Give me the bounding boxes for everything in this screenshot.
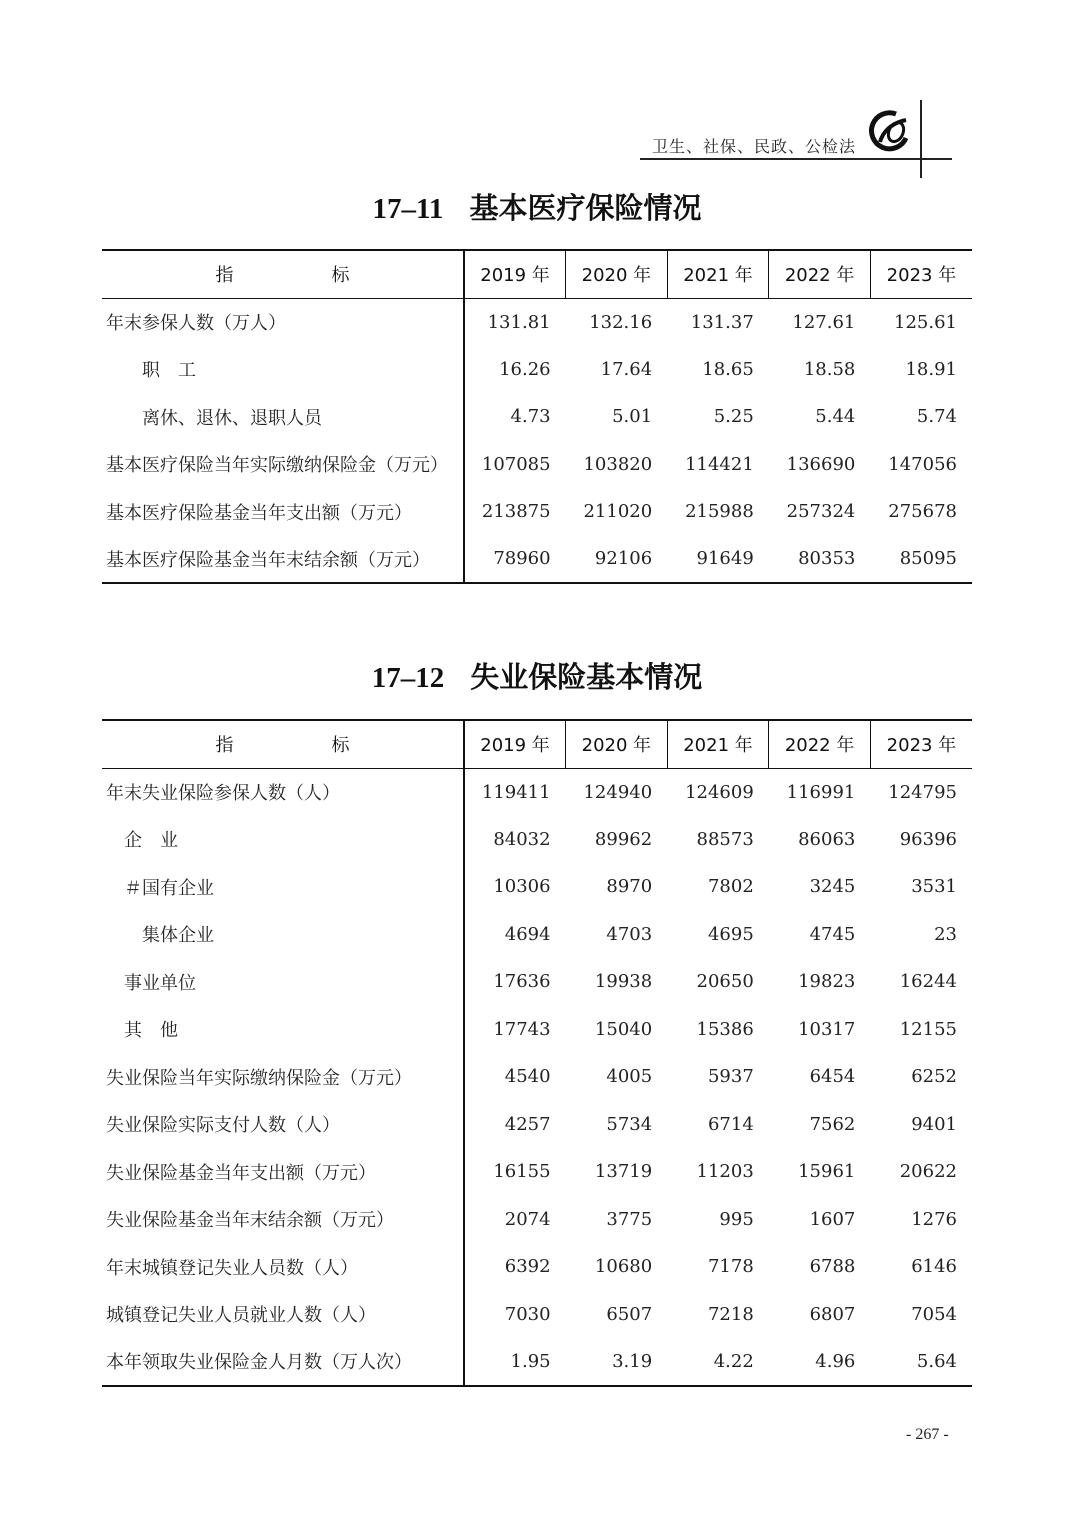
cell-value: 124940: [583, 781, 653, 803]
cell-value: 5734: [606, 1113, 653, 1135]
cell-value: 215988: [685, 501, 754, 523]
table-row: [102, 488, 972, 536]
cell-value: 7802: [707, 876, 754, 898]
cell-value: 5.25: [713, 406, 754, 428]
cell-value: 19938: [594, 971, 653, 993]
cell-value: 85095: [870, 536, 972, 584]
row-label: 失业保险基金当年支出额（万元）: [106, 1162, 376, 1184]
table2-title: [0, 655, 1074, 696]
row-label: 基本医疗保险当年实际缴纳保险金（万元）: [106, 455, 448, 477]
cell-value: 107085: [464, 441, 566, 489]
cell-value: 6146: [911, 1256, 957, 1278]
cell-value: 10317: [798, 1018, 856, 1040]
cell-value: 147056: [888, 453, 957, 475]
cell-value: 1276: [911, 1208, 957, 1230]
cell-value: 131.37: [690, 311, 754, 333]
row-label: 离休、退休、退职人员: [142, 407, 322, 429]
cell-value: 92106: [566, 536, 668, 584]
header-vertical-rule: [920, 100, 922, 178]
cell-value: 17636: [464, 958, 566, 1006]
row-label: 城镇登记失业人员就业人数（人）: [106, 1305, 376, 1327]
table-row: [102, 863, 972, 911]
table-row: [102, 1006, 972, 1054]
cell-value: 1607: [809, 1208, 856, 1230]
cell-value: 275678: [888, 501, 957, 523]
row-label: 年末失业保险参保人数（人）: [106, 783, 340, 804]
cell-value: 4005: [606, 1066, 653, 1088]
cell-value: 10680: [594, 1256, 653, 1278]
row-label: 本年领取失业保险金人月数（万人次）: [102, 1338, 464, 1386]
table-row: [102, 816, 972, 864]
cell-value: 119411: [464, 768, 566, 816]
row-label: 集体企业: [142, 925, 214, 947]
cell-value: 3775: [606, 1208, 653, 1230]
table-row: [102, 1053, 972, 1101]
cell-value: 12155: [899, 1018, 957, 1040]
cell-value: 17.64: [600, 358, 653, 380]
cell-value: 18.65: [702, 358, 754, 380]
cell-value: 211020: [583, 501, 653, 523]
table-row: [102, 298, 972, 346]
cell-value: 103820: [583, 453, 653, 475]
table-row: [102, 536, 972, 584]
cell-value: 116991: [786, 781, 856, 803]
table2-title-text: 失业保险基本情况: [470, 660, 703, 694]
row-label: 失业保险当年实际缴纳保险金（万元）: [106, 1067, 412, 1089]
row-label: 失业保险实际支付人数（人）: [106, 1115, 340, 1137]
cell-value: 4.96: [769, 1338, 871, 1386]
row-label: 事业单位: [124, 972, 196, 994]
cell-value: 7218: [707, 1303, 754, 1325]
cell-value: 4257: [464, 1101, 566, 1149]
cell-value: 18.58: [803, 358, 856, 380]
cell-value: 6807: [809, 1303, 856, 1325]
cell-value: 3245: [809, 876, 856, 898]
cell-value: 136690: [786, 453, 856, 475]
cell-value: 7178: [707, 1256, 754, 1278]
cell-value: 96396: [899, 828, 957, 850]
table-row: [102, 1338, 972, 1386]
running-header-title: 卫生、社保、民政、公检法: [652, 137, 857, 156]
cell-value: 91649: [667, 536, 769, 584]
cell-value: 86063: [798, 828, 856, 850]
table-row: [102, 1243, 972, 1291]
cell-value: 3.19: [566, 1338, 668, 1386]
cell-value: 2074: [464, 1196, 566, 1244]
column-header: 2019 年: [464, 720, 566, 768]
cell-value: 19823: [798, 971, 856, 993]
cell-value: 5.01: [612, 406, 653, 428]
cell-value: 114421: [685, 453, 754, 475]
cell-value: 5.44: [815, 406, 856, 428]
table-header-row: [102, 250, 972, 298]
cell-value: 4.73: [464, 393, 566, 441]
cell-value: 78960: [464, 536, 566, 584]
cell-value: 3531: [911, 876, 957, 898]
cell-value: 6454: [809, 1066, 856, 1088]
table-row: [102, 1148, 972, 1196]
cell-value: 7054: [911, 1303, 957, 1325]
cell-value: 11203: [696, 1161, 754, 1183]
column-header: 2022 年: [769, 250, 871, 298]
cell-value: 7562: [809, 1113, 856, 1135]
publisher-logo-icon: [866, 108, 912, 154]
unemployment-insurance-table: [102, 719, 972, 1387]
table1-number: 17–11: [372, 193, 444, 225]
cell-value: 15040: [594, 1018, 653, 1040]
row-label: 其 他: [124, 1020, 178, 1042]
row-label: 职 工: [142, 360, 196, 382]
cell-value: 124609: [685, 781, 754, 803]
table-row: [102, 441, 972, 489]
cell-value: 127.61: [792, 311, 856, 333]
cell-value: 124795: [888, 781, 957, 803]
cell-value: 995: [719, 1208, 754, 1230]
cell-value: 4694: [464, 911, 566, 959]
cell-value: 10306: [464, 863, 566, 911]
column-header: 指 标: [102, 250, 464, 298]
column-header: 2022 年: [769, 720, 871, 768]
cell-value: 4695: [707, 923, 754, 945]
cell-value: 213875: [464, 488, 566, 536]
row-label: 年末参保人数（万人）: [106, 313, 286, 334]
column-header: 指 标: [102, 720, 464, 768]
row-label: 年末城镇登记失业人员数（人）: [106, 1257, 358, 1279]
row-label: 基本医疗保险基金当年支出额（万元）: [106, 502, 412, 524]
cell-value: 6788: [809, 1256, 856, 1278]
cell-value: 80353: [769, 536, 871, 584]
cell-value: 4.22: [667, 1338, 769, 1386]
cell-value: 257324: [786, 501, 856, 523]
column-header: 2023 年: [870, 720, 972, 768]
table-header-row: [102, 720, 972, 768]
row-label: ＃国有企业: [124, 877, 214, 899]
cell-value: 5.74: [916, 406, 957, 428]
cell-value: 16244: [899, 971, 957, 993]
table1-title: [0, 186, 1074, 227]
cell-value: 125.61: [894, 311, 957, 333]
table-row: [102, 1101, 972, 1149]
cell-value: 8970: [606, 876, 653, 898]
table1-title-text: 基本医疗保险情况: [469, 191, 702, 225]
cell-value: 6252: [911, 1066, 957, 1088]
cell-value: 13719: [594, 1161, 653, 1183]
page-number: - 267 -: [906, 1426, 949, 1443]
cell-value: 6392: [464, 1243, 566, 1291]
table-row: [102, 1291, 972, 1339]
row-label: 基本医疗保险基金当年末结余额（万元）: [102, 536, 464, 584]
cell-value: 1.95: [464, 1338, 566, 1386]
cell-value: 5.64: [870, 1338, 972, 1386]
cell-value: 20622: [899, 1161, 957, 1183]
cell-value: 4703: [606, 923, 653, 945]
cell-value: 6507: [606, 1303, 653, 1325]
cell-value: 20650: [696, 971, 754, 993]
cell-value: 15386: [696, 1018, 754, 1040]
column-header: 2023 年: [870, 250, 972, 298]
cell-value: 17743: [464, 1006, 566, 1054]
cell-value: 88573: [696, 828, 754, 850]
cell-value: 16.26: [464, 346, 566, 394]
table2-number: 17–12: [371, 662, 445, 694]
table-row: [102, 346, 972, 394]
cell-value: 132.16: [589, 311, 653, 333]
cell-value: 23: [934, 923, 957, 945]
cell-value: 84032: [464, 816, 566, 864]
table-row: [102, 768, 972, 816]
cell-value: 5937: [707, 1066, 754, 1088]
table-row: [102, 958, 972, 1006]
column-header: 2019 年: [464, 250, 566, 298]
table-row: [102, 393, 972, 441]
row-label: 企 业: [124, 830, 178, 852]
cell-value: 6714: [707, 1113, 754, 1135]
cell-value: 4745: [809, 923, 856, 945]
row-label: 失业保险基金当年末结余额（万元）: [106, 1210, 394, 1232]
column-header: 2020 年: [566, 720, 668, 768]
cell-value: 89962: [594, 828, 653, 850]
table-row: [102, 1196, 972, 1244]
header-rule: [640, 158, 952, 160]
column-header: 2021 年: [667, 250, 769, 298]
cell-value: 9401: [911, 1113, 957, 1135]
cell-value: 15961: [798, 1161, 856, 1183]
cell-value: 131.81: [464, 298, 566, 346]
cell-value: 7030: [464, 1291, 566, 1339]
table-row: [102, 911, 972, 959]
column-header: 2020 年: [566, 250, 668, 298]
medical-insurance-table: [102, 249, 972, 584]
cell-value: 18.91: [905, 358, 957, 380]
column-header: 2021 年: [667, 720, 769, 768]
cell-value: 16155: [464, 1148, 566, 1196]
cell-value: 4540: [464, 1053, 566, 1101]
